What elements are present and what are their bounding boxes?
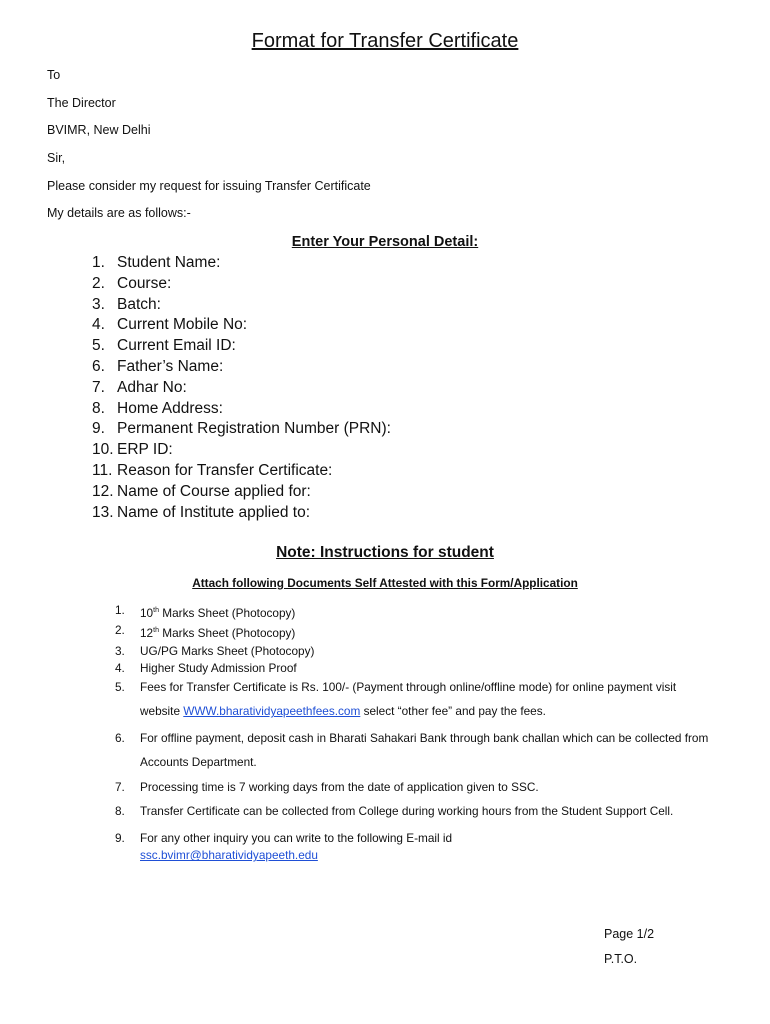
contact-email-link[interactable]: ssc.bvimr@bharatividyapeeth.edu — [140, 848, 318, 863]
detail-item: 3. Batch: — [92, 295, 161, 313]
fees-website-link[interactable]: WWW.bharatividyapeethfees.com — [183, 704, 361, 719]
detail-item: 6. Father’s Name: — [92, 357, 224, 375]
instruction-list — [115, 602, 715, 865]
list-item: 2. 12th Marks Sheet (Photocopy) — [115, 623, 296, 641]
page-number: Page 1/2 — [604, 927, 655, 941]
list-item: 8. Transfer Certificate can be collected from College during working hours from the Student Support Cell. — [115, 804, 674, 819]
request-line: Please consider my request for issuing Transfer Certificate — [47, 179, 371, 193]
details-intro: My details are as follows:- — [47, 206, 191, 220]
document-title: Format for Transfer Certificate — [251, 30, 519, 52]
detail-item: 5. Current Email ID: — [92, 337, 236, 355]
detail-item: 13. Name of Institute applied to: — [92, 503, 311, 521]
detail-item: 2. Course: — [92, 274, 172, 292]
personal-detail-list — [92, 253, 391, 523]
detail-item: 11. Reason for Transfer Certificate: — [92, 461, 333, 479]
pto-label: P.T.O. — [604, 952, 638, 966]
detail-item: 4. Current Mobile No: — [92, 316, 248, 334]
detail-item: 7. Adhar No: — [92, 378, 187, 396]
salutation-sir: Sir, — [47, 151, 66, 165]
detail-item: 9. Permanent Registration Number (PRN): — [92, 420, 391, 438]
list-item: 5. Fees for Transfer Certificate is Rs. 100/- (Payment through online/offline mode) for online payment visit website WWW.bharatividyapeethfees.com select “other fee” and pay the fees. — [115, 679, 677, 719]
detail-item: 10. ERP ID: — [92, 441, 173, 459]
recipient-title: The Director — [47, 96, 116, 110]
list-item: 4. Higher Study Admission Proof — [115, 661, 297, 676]
personal-detail-heading: Enter Your Personal Detail: — [291, 234, 479, 250]
attach-heading: Attach following Documents Self Attested with this Form/Application — [192, 576, 578, 590]
note-heading: Note: Instructions for student — [276, 544, 494, 561]
list-item: 7. Processing time is 7 working days from the date of application given to SSC. — [115, 779, 539, 794]
list-item: 6. For offline payment, deposit cash in Bharati Sahakari Bank through bank challan which can be collected from Accounts Department. — [115, 730, 709, 770]
list-item: 1. 10th Marks Sheet (Photocopy) — [115, 603, 296, 620]
list-item: 3. UG/PG Marks Sheet (Photocopy) — [115, 643, 315, 658]
salutation-to: To — [47, 68, 61, 82]
list-item: 9. For any other inquiry you can write to the following E-mail id ssc.bvimr@bharatividyapeeth.edu — [115, 830, 453, 863]
detail-item: 1. Student Name: — [92, 254, 221, 271]
recipient-institution: BVIMR, New Delhi — [47, 123, 151, 137]
detail-item: 8. Home Address: — [92, 399, 223, 417]
detail-item: 12. Name of Course applied for: — [92, 482, 311, 500]
